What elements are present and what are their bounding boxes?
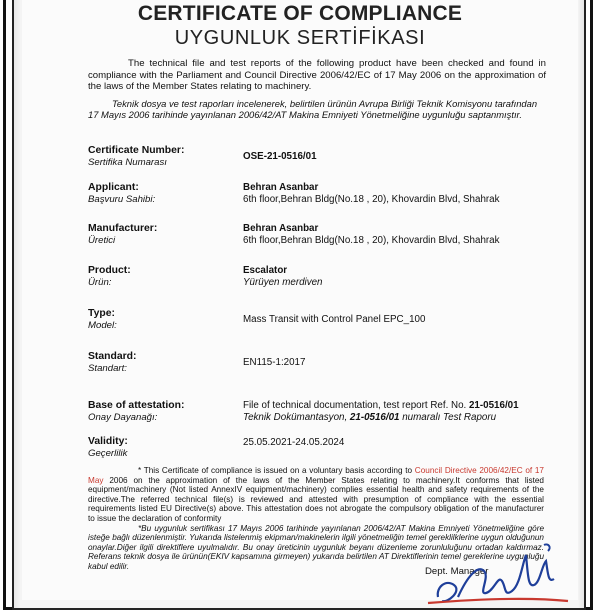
certificate-number-label — [88, 145, 184, 168]
certificate-number-value: OSE-21-0516/01 — [243, 151, 317, 162]
validity-label — [88, 436, 128, 459]
attestation-ref-tr: 21-0516/01 — [349, 411, 400, 423]
applicant-name: Behran Asanbar — [243, 182, 319, 193]
certificate-title-en: CERTIFICATE OF COMPLIANCE — [137, 2, 463, 25]
attestation-text-tr — [243, 412, 558, 424]
manufacturer-label — [88, 223, 157, 246]
label-en: Validity: — [88, 436, 128, 447]
footnote-tr: *Bu uygunluk sertifikası 17 Mayıs 2006 tarihinde yayınlanan 2006/42/AT Makina Emniyeti Yönetmeliğine göre isteğe bağlı düzenlenmiştir. Yukarıda listelenmiş ekipman/makinelerin ilgili yönetmeliğin temel gereklilklerine uygun olduğunun onaylar.Diğer ilgili direktiflere uyulmalıdır. Bu onay üreticinin uygunluk beyanı düzenleme zorunluluğunu ortadan kaldırmaz. Referans teknik dosya ile ürünün(EKIV kapsamına girmeyen) yukarıda belirtilen AT Direktiflerinin temel gereklerine uygunluğu kabul edilir. — [88, 523, 544, 571]
label-tr: Geçerlilik — [88, 448, 128, 459]
label-tr: Onay Dayanağı: — [88, 412, 158, 423]
label-en: Standard: — [88, 351, 137, 362]
footnote-en-directive: Council Directive 2006/42/EC of 17 May — [88, 466, 544, 485]
label-en: Manufacturer: — [88, 223, 158, 234]
product-value — [243, 265, 558, 288]
applicant-label — [88, 182, 155, 205]
manufacturer-value — [243, 223, 558, 246]
footnote-en-rest: 2006 on the approximation of the laws of the Member States relating to machinery.It conforms that listed equipment/machinery (Not listed AnnexIV equipment/machinery) complies essential health and safety requirements of the directive.The referred technical file(s) is reviewed and attested with presumption of compliance with the essential requirements listed EU Directive(s) above. This attestation does not abrogate the compulsory obligation of the manufacturer to issue the declaration of conformity — [88, 475, 544, 523]
attestation-suffix-tr: numaralı Test Raporu — [399, 411, 497, 423]
label-tr: Ürün: — [88, 277, 112, 288]
footnote-en — [88, 466, 544, 524]
applicant-value — [243, 182, 558, 205]
label-tr: Başvuru Sahibi: — [88, 194, 156, 205]
label-en: Certificate Number: — [88, 145, 185, 156]
label-tr: Sertifika Numarası — [88, 157, 167, 168]
product-name-tr: Yürüyen merdiven — [243, 276, 323, 288]
type-label — [88, 308, 117, 331]
label-tr: Standart: — [88, 363, 127, 374]
attestation-text-en — [243, 400, 558, 412]
attestation-prefix-en: File of technical documentation, test report Ref. No. — [243, 400, 469, 411]
product-label — [88, 265, 131, 288]
label-en: Product: — [88, 265, 131, 276]
validity-value: 25.05.2021-24.05.2024 — [243, 437, 345, 448]
label-tr: Model: — [88, 320, 117, 331]
attestation-value — [243, 400, 558, 423]
manufacturer-address: 6th floor,Behran Bldg(No.18 , 20), Khovardin Blvd, Shahrak — [243, 234, 500, 246]
product-name-en: Escalator — [243, 265, 288, 276]
intro-text-tr: Teknik dosya ve test raporları incelenerek, belirtilen ürünün Avrupa Birliği Teknik Komisyonu tarafından 17 Mayıs 2006 tarihinde yayınlanan 2006/42/AT Makina Emniyeti Yönetmeliğine uygunluğu saptanmıştır. — [88, 98, 538, 121]
manufacturer-name: Behran Asanbar — [243, 223, 319, 234]
attestation-ref-en: 21-0516/01 — [468, 400, 519, 411]
label-en: Applicant: — [88, 182, 139, 193]
certificate-page — [22, 0, 578, 600]
attestation-label — [88, 400, 184, 423]
certificate-title-tr: UYGUNLUK SERTİFİKASI — [174, 27, 426, 49]
label-tr: Üretici — [88, 235, 116, 246]
type-value: Mass Transit with Control Panel EPC_100 — [243, 314, 426, 325]
applicant-address: 6th floor,Behran Bldg(No.18 , 20), Khovardin Blvd, Shahrak — [243, 193, 500, 205]
signatory-role: Dept. Manager — [425, 566, 489, 577]
footnote-en-start: * This Certificate of compliance is issued on a voluntary basis according to — [138, 466, 415, 475]
attestation-prefix-tr: Teknik Dokümantasyon, — [243, 411, 350, 423]
label-en: Base of attestation: — [88, 400, 185, 411]
signature-graphic — [418, 535, 578, 605]
standard-value: EN115-1:2017 — [243, 357, 306, 368]
label-en: Type: — [88, 308, 115, 319]
intro-text-en: The technical file and test reports of the following product have been checked and found in compliance with the Parliament and Council Directive 2006/42/EC of 17 May 2006 on the approximation of the laws of the Member States relating to machinery. — [88, 58, 546, 93]
standard-label — [88, 351, 137, 374]
